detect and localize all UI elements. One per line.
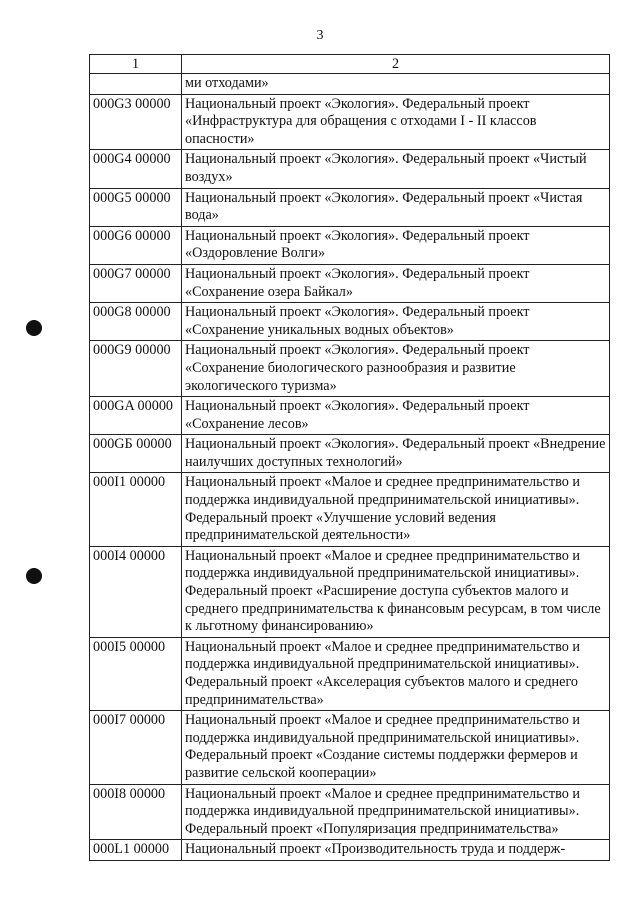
project-description: Национальный проект «Экология». Федеральный проект «Внедрение наилучших доступных технологий» <box>182 435 610 473</box>
table-row <box>90 303 610 341</box>
table-row <box>90 637 610 710</box>
project-description: Национальный проект «Малое и среднее предпринимательство и поддержка индивидуальной предпринимательской инициативы». Федеральный проект «Акселерация субъектов малого и среднего предпринимательства» <box>182 637 610 710</box>
project-description: Национальный проект «Экология». Федеральный проект «Оздоровление Волги» <box>182 226 610 264</box>
classification-code: 000L1 00000 <box>90 840 182 861</box>
table-header-row <box>90 55 610 74</box>
table-row <box>90 840 610 861</box>
table-row <box>90 341 610 397</box>
project-description: Национальный проект «Экология». Федеральный проект «Сохранение уникальных водных объектов» <box>182 303 610 341</box>
table-row <box>90 264 610 302</box>
page-number: 3 <box>316 28 324 43</box>
column-header-1: 1 <box>90 55 182 74</box>
table-row <box>90 473 610 546</box>
classification-code: 000GБ 00000 <box>90 435 182 473</box>
column-header-2: 2 <box>182 55 610 74</box>
classification-code: 000G4 00000 <box>90 150 182 188</box>
project-description: Национальный проект «Малое и среднее предпринимательство и поддержка индивидуальной предпринимательской инициативы». Федеральный проект «Популяризация предпринимательства» <box>182 784 610 840</box>
classification-code: 000I5 00000 <box>90 637 182 710</box>
punch-hole-mark <box>26 568 42 584</box>
classification-code: 000I1 00000 <box>90 473 182 546</box>
table-row <box>90 711 610 784</box>
classification-code: 000G5 00000 <box>90 188 182 226</box>
classification-code: 000G9 00000 <box>90 341 182 397</box>
budget-code-table <box>89 54 610 861</box>
table-row <box>90 397 610 435</box>
table-row <box>90 150 610 188</box>
project-description: Национальный проект «Экология». Федеральный проект «Чистый воздух» <box>182 150 610 188</box>
project-description: Национальный проект «Экология». Федеральный проект «Чистая вода» <box>182 188 610 226</box>
project-description: Национальный проект «Экология». Федеральный проект «Сохранение лесов» <box>182 397 610 435</box>
table-body <box>90 74 610 861</box>
classification-code: 000G3 00000 <box>90 94 182 150</box>
classification-code: 000G6 00000 <box>90 226 182 264</box>
project-description: Национальный проект «Малое и среднее предпринимательство и поддержка индивидуальной предпринимательской инициативы». Федеральный проект «Создание системы поддержки фермеров и развитие сельской кооперации» <box>182 711 610 784</box>
table-row <box>90 94 610 150</box>
table-row <box>90 74 610 95</box>
classification-code: 000G8 00000 <box>90 303 182 341</box>
punch-hole-mark <box>26 320 42 336</box>
table-row <box>90 546 610 637</box>
classification-code: 000GA 00000 <box>90 397 182 435</box>
classification-code <box>90 74 182 95</box>
classification-code: 000I7 00000 <box>90 711 182 784</box>
project-description: Национальный проект «Производительность труда и поддерж- <box>182 840 610 861</box>
project-description: Национальный проект «Экология». Федеральный проект «Инфраструктура для обращения с отходами I - II классов опасности» <box>182 94 610 150</box>
project-description: Национальный проект «Экология». Федеральный проект «Сохранение озера Байкал» <box>182 264 610 302</box>
table-row <box>90 435 610 473</box>
project-description: Национальный проект «Малое и среднее предпринимательство и поддержка индивидуальной предпринимательской инициативы». Федеральный проект «Улучшение условий ведения предпринимательской деятельности» <box>182 473 610 546</box>
classification-code: 000I8 00000 <box>90 784 182 840</box>
table-row <box>90 784 610 840</box>
project-description: ми отходами» <box>182 74 610 95</box>
project-description: Национальный проект «Экология». Федеральный проект «Сохранение биологического разнообразия и развитие экологического туризма» <box>182 341 610 397</box>
classification-code: 000I4 00000 <box>90 546 182 637</box>
table-row <box>90 188 610 226</box>
classification-code: 000G7 00000 <box>90 264 182 302</box>
project-description: Национальный проект «Малое и среднее предпринимательство и поддержка индивидуальной предпринимательской инициативы». Федеральный проект «Расширение доступа субъектов малого и среднего предпринимательства к финансовым ресурсам, в том числе к льготному финансированию» <box>182 546 610 637</box>
table-row <box>90 226 610 264</box>
